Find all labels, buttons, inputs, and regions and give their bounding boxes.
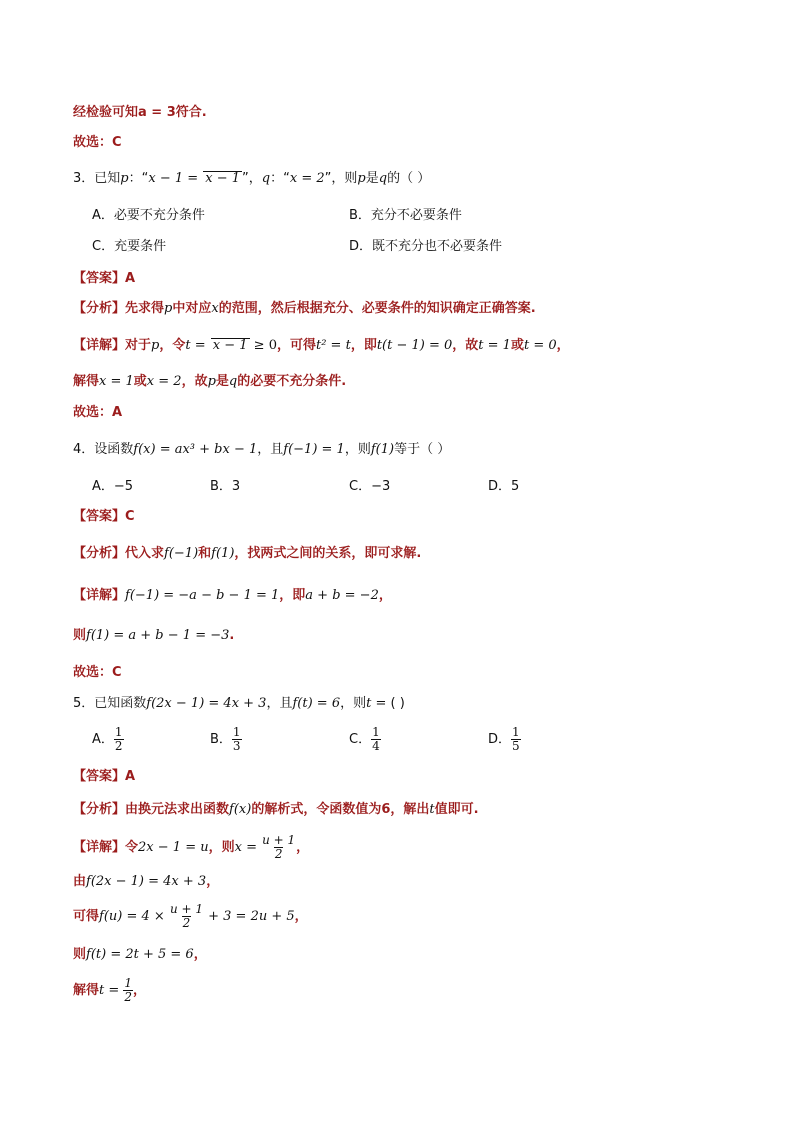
fraction: $\frac{1}{3}$	[232, 725, 241, 753]
q3-option-a: A．必要不充分条件	[92, 208, 205, 223]
fraction: $\frac{u + 1}{2}$	[169, 902, 203, 930]
q5-from: 由f(2x − 1) = 4x + 3，	[73, 874, 220, 889]
prev-choice: 故选：C	[73, 135, 122, 150]
q5-solution: 解得t = $\frac{1}{2}$ ，	[73, 976, 147, 1004]
q4-then: 则f(1) = a + b − 1 = −3.	[73, 628, 235, 643]
q4-choice: 故选：C	[73, 665, 122, 680]
q5-stem: 5．已知函数f(2x − 1) = 4x + 3，且f(t) = 6，则t = ( )	[73, 696, 405, 711]
q3-option-b: B．充分不必要条件	[349, 208, 462, 223]
q4-stem: 4．设函数f(x) = ax³ + bx − 1，且f(−1) = 1，则f(1)等于（ ）	[73, 442, 451, 457]
q4-option-c: C．−3	[349, 479, 391, 494]
q5-option-c: C． $\frac{1}{4}$	[349, 725, 380, 753]
sqrt-expression: x − 1	[205, 171, 241, 186]
q3-stem: 3．已知p：“x − 1 = x − 1 ”，q：“x = 2”，则p是q的（ ）	[73, 171, 431, 186]
q3-answer: 【答案】A	[73, 271, 136, 286]
q3-option-c: C．充要条件	[92, 239, 167, 254]
q5-then: 则f(t) = 2t + 5 = 6，	[73, 947, 207, 962]
q4-detail: 【详解】f(−1) = −a − b − 1 = 1，即a + b = −2，	[73, 588, 392, 603]
q4-analysis: 【分析】代入求f(−1)和f(1)，找两式之间的关系，即可求解.	[73, 546, 422, 561]
fraction: $\frac{1}{2}$	[114, 725, 123, 753]
q3-detail: 【详解】对于p，令t = x − 1 ≥ 0，可得t² = t，即t(t − 1) = 0，故t = 1或t = 0，	[73, 338, 570, 353]
q3-analysis: 【分析】先求得p中对应x的范围，然后根据充分、必要条件的知识确定正确答案.	[73, 301, 536, 316]
sqrt-expression: x − 1	[212, 338, 248, 353]
q5-option-a: A． $\frac{1}{2}$	[92, 725, 123, 753]
q4-option-a: A．−5	[92, 479, 134, 494]
q3-solution: 解得x = 1或x = 2，故p是q的必要不充分条件.	[73, 374, 347, 389]
fraction: $\frac{1}{2}$	[124, 976, 133, 1004]
q4-option-b: B．3	[210, 479, 241, 494]
q5-answer: 【答案】A	[73, 769, 136, 784]
fraction: $\frac{1}{4}$	[372, 725, 380, 753]
q5-get: 可得f(u) = 4 × $\frac{u + 1}{2}$ + 3 = 2u + 5，	[73, 902, 308, 930]
q3-option-d: D．既不充分也不必要条件	[349, 239, 503, 254]
verification-note: 经检验可知a = 3符合.	[73, 105, 207, 120]
q5-option-b: B． $\frac{1}{3}$	[210, 725, 241, 753]
fraction: $\frac{1}{5}$	[512, 725, 520, 753]
q5-option-d: D． $\frac{1}{5}$	[488, 725, 520, 753]
q4-option-d: D．5	[488, 479, 520, 494]
fraction: $\frac{u + 1}{2}$	[262, 833, 296, 861]
q4-answer: 【答案】C	[73, 509, 135, 524]
q3-choice: 故选：A	[73, 405, 123, 420]
q5-detail: 【详解】令2x − 1 = u，则x = $\frac{u + 1}{2}$ ，	[73, 833, 310, 861]
q5-analysis: 【分析】由换元法求出函数f(x)的解析式，令函数值为6，解出t值即可.	[73, 802, 479, 817]
